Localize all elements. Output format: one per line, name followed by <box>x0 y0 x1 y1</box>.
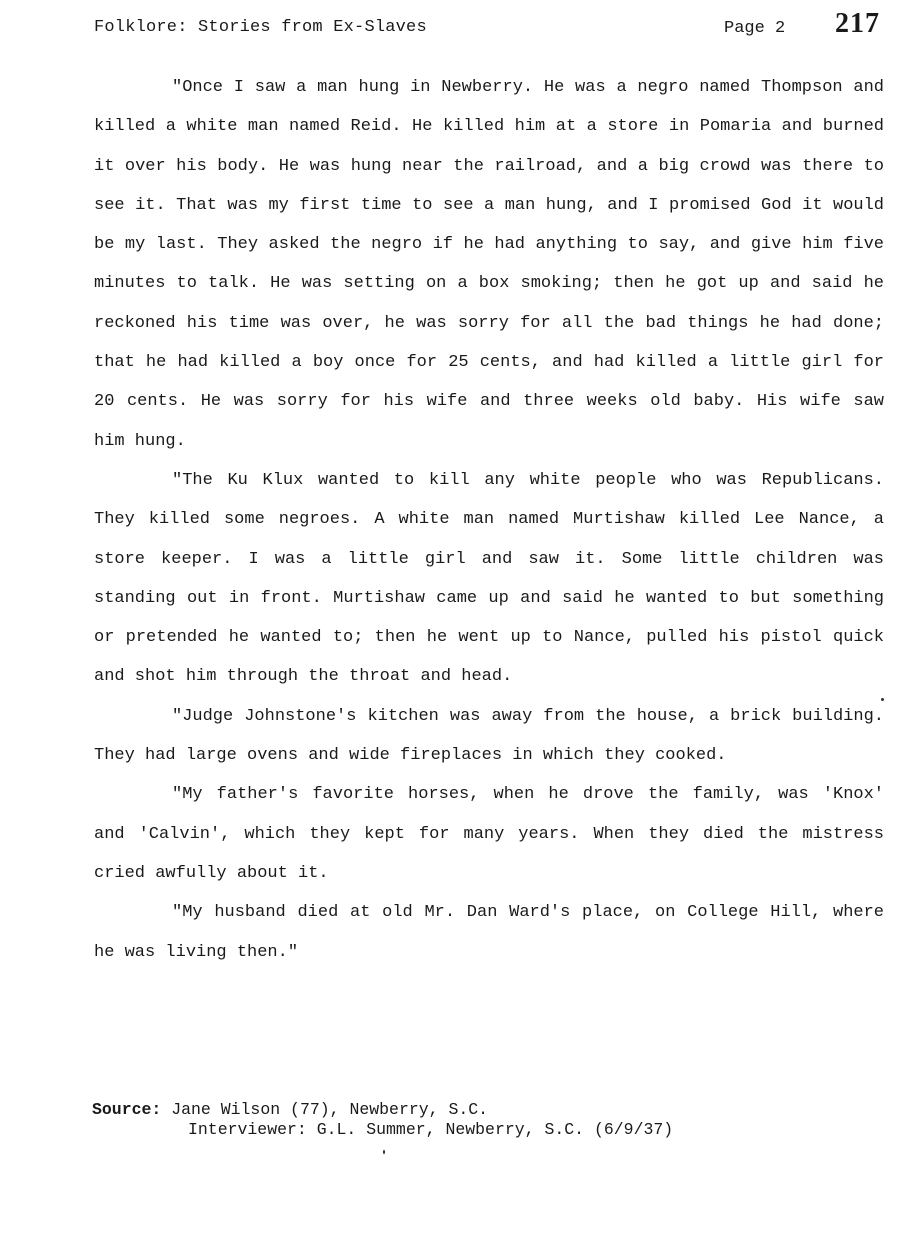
source-interviewer: Interviewer: G.L. Summer, Newberry, S.C. (6/9/37) <box>188 1120 674 1139</box>
paragraph-horses: "My father's favorite horses, when he drove the family, was 'Knox' and 'Calvin', which they kept for many years. When they died the mistress cried awfully about it. <box>94 785 884 883</box>
archive-stamp-number: 217 <box>835 8 880 39</box>
paragraph-kitchen: "Judge Johnstone's kitchen was away from the house, a brick building. They had large ovens and wide fireplaces in which they cooked. <box>94 706 884 766</box>
source-label: Source: <box>92 1100 162 1119</box>
page-header <box>94 8 880 46</box>
paragraph-ku-klux: "The Ku Klux wanted to kill any white people who was Republicans. They killed some negroes. A white man named Murtishaw killed Lee Nance, a store keeper. I was a little girl and saw it. Some little children was standing out in front. Murtishaw came up and said he wanted to but something or pretended he wanted to; then he went up to Nance, pulled his pistol quick and shot him through the throat and head. <box>94 470 884 687</box>
source-interviewer-row <box>92 1120 673 1140</box>
scan-speck <box>383 1150 385 1154</box>
source-citation <box>92 1100 673 1140</box>
paragraph-husband: "My husband died at old Mr. Dan Ward's place, on College Hill, where he was living then." <box>94 903 884 962</box>
scan-speck <box>881 698 884 701</box>
document-title: Folklore: Stories from Ex-Slaves <box>94 18 427 37</box>
narrative-body <box>94 68 884 972</box>
paragraph-hanging: "Once I saw a man hung in Newberry. He was a negro named Thompson and killed a white man named Reid. He killed him at a store in Pomaria and burned it over his body. He was hung near the railroad, and a big crowd was there to see it. That was my first time to see a man hung, and I promised God it would be my last. They asked the negro if he had anything to say, and give him five minutes to talk. He was setting on a box smoking; then he got up and said he reckoned his time was over, he was sorry for all the bad things he had done; that he had killed a boy once for 25 cents, and had killed a little girl for 20 cents. He was sorry for his wife and three weeks old baby. His wife saw him hung. <box>94 78 884 451</box>
source-informant-row <box>92 1100 673 1120</box>
page-number-label: Page 2 <box>724 19 786 38</box>
source-informant: Jane Wilson (77), Newberry, S.C. <box>171 1100 489 1119</box>
